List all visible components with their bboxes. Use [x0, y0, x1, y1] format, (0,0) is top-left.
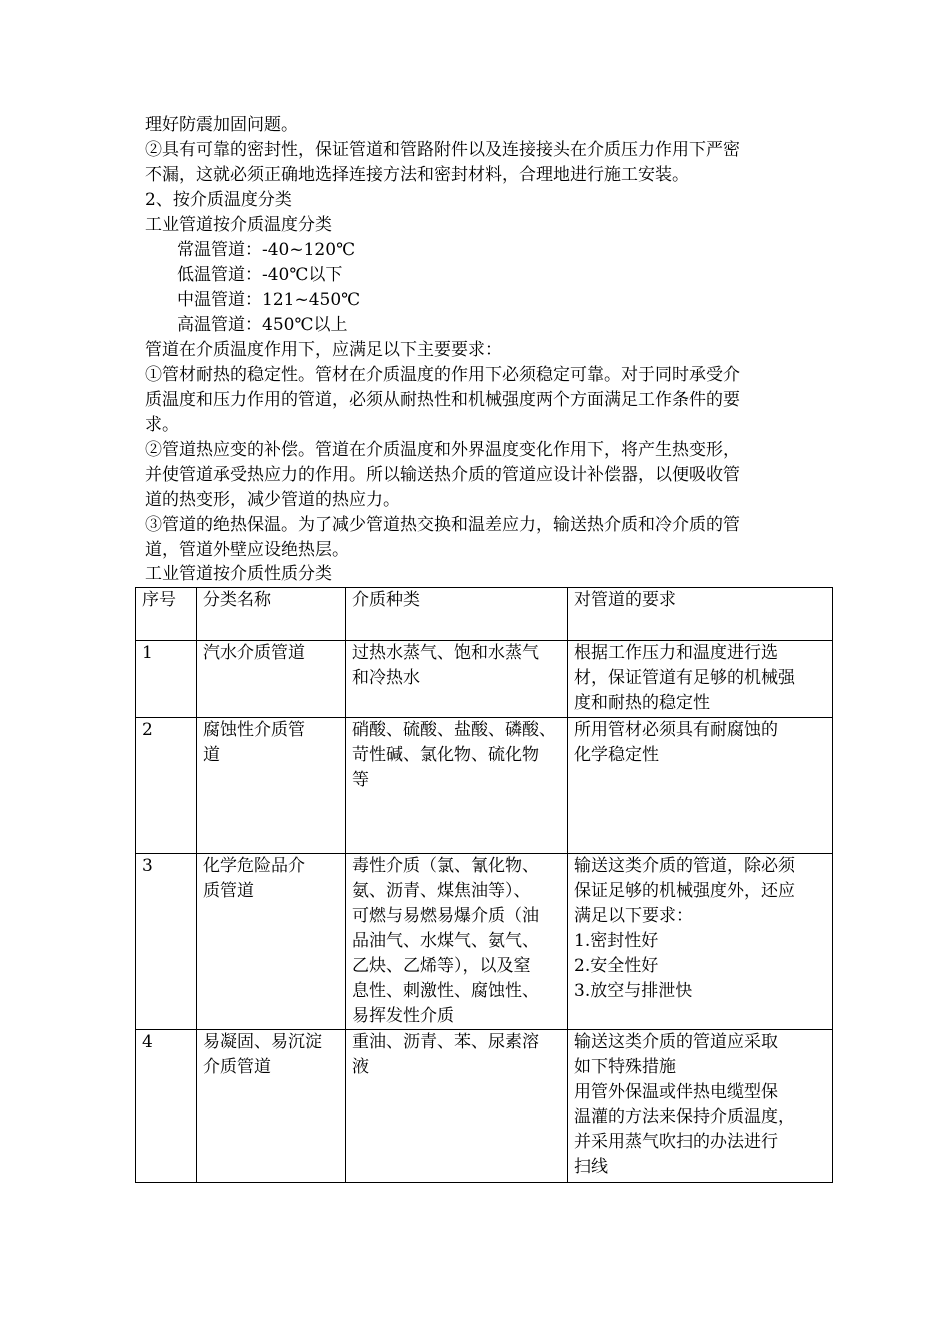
- media-classification-table: [135, 587, 833, 1183]
- cell-requirement: [568, 718, 833, 854]
- paragraph-line: 工业管道按介质温度分类: [145, 215, 332, 235]
- cell-no: 2: [136, 718, 197, 854]
- table-row: [136, 718, 833, 854]
- cell-medium: [346, 1030, 568, 1183]
- temperature-class-medium: 中温管道：121~450℃: [177, 290, 361, 310]
- cell-line: 扫线: [574, 1157, 608, 1177]
- table-row: [136, 1030, 833, 1183]
- cell-line: 品油气、水煤气、氨气、: [352, 931, 539, 951]
- cell-line: 根据工作压力和温度进行选: [574, 643, 778, 663]
- cell-line: 化学危险品介: [203, 856, 305, 876]
- cell-line: 硝酸、硫酸、盐酸、磷酸、: [352, 720, 556, 740]
- cell-medium: [346, 641, 568, 718]
- cell-line: 所用管材必须具有耐腐蚀的: [574, 720, 778, 740]
- paragraph-line: ②具有可靠的密封性，保证管道和管路附件以及连接接头在介质压力作用下严密: [145, 140, 740, 160]
- cell-requirement: [568, 1030, 833, 1183]
- header-cell-requirement: 对管道的要求: [568, 588, 833, 641]
- cell-requirement: [568, 641, 833, 718]
- cell-line: 液: [352, 1057, 369, 1077]
- paragraph-line: 不漏，这就必须正确地选择连接方法和密封材料，合理地进行施工安装。: [145, 165, 689, 185]
- cell-medium: [346, 854, 568, 1030]
- cell-no: 3: [136, 854, 197, 1030]
- header-cell-no: 序号: [136, 588, 197, 641]
- cell-line: 温灌的方法来保持介质温度，: [574, 1107, 795, 1127]
- cell-line: 汽水介质管道: [203, 643, 305, 663]
- cell-name: [197, 1030, 346, 1183]
- cell-line: 介质管道: [203, 1057, 271, 1077]
- temperature-class-low: 低温管道：-40℃以下: [177, 265, 343, 285]
- temperature-class-high: 高温管道：450℃以上: [177, 315, 348, 335]
- table-row: [136, 641, 833, 718]
- requirement-line: 求。: [145, 415, 179, 435]
- cell-line: 用管外保温或伴热电缆型保: [574, 1082, 778, 1102]
- cell-name: [197, 641, 346, 718]
- cell-line: 易凝固、易沉淀: [203, 1032, 322, 1052]
- section-heading: 2、按介质温度分类: [145, 190, 292, 210]
- cell-line: 易挥发性介质: [352, 1006, 454, 1026]
- cell-line: 息性、刺激性、腐蚀性、: [352, 981, 539, 1001]
- cell-line: 材，保证管道有足够的机械强: [574, 668, 795, 688]
- cell-line: 道: [203, 745, 220, 765]
- cell-no: 4: [136, 1030, 197, 1183]
- cell-line: 化学稳定性: [574, 745, 659, 765]
- requirement-line: 并使管道承受热应力的作用。所以输送热介质的管道应设计补偿器，以便吸收管: [145, 465, 740, 485]
- cell-line: 并采用蒸气吹扫的办法进行: [574, 1132, 778, 1152]
- cell-line: 可燃与易燃易爆介质（油: [352, 906, 539, 926]
- cell-line: 重油、沥青、苯、尿素溶: [352, 1032, 539, 1052]
- requirement-line: 质温度和压力作用的管道，必须从耐热性和机械强度两个方面满足工作条件的要: [145, 390, 740, 410]
- cell-line: 度和耐热的稳定性: [574, 693, 710, 713]
- cell-line: 毒性介质（氯、氰化物、: [352, 856, 539, 876]
- table-caption: 工业管道按介质性质分类: [145, 564, 332, 584]
- cell-line: 输送这类介质的管道，除必须: [574, 856, 795, 876]
- requirement-line: ②管道热应变的补偿。管道在介质温度和外界温度变化作用下，将产生热变形，: [145, 440, 740, 460]
- cell-line: 氨、沥青、煤焦油等）、: [352, 881, 531, 901]
- cell-line: 苛性碱、氯化物、硫化物: [352, 745, 539, 765]
- cell-line: 如下特殊措施: [574, 1057, 676, 1077]
- body-text: [145, 113, 825, 563]
- cell-line: 过热水蒸气、饱和水蒸气: [352, 643, 539, 663]
- cell-requirement: [568, 854, 833, 1030]
- cell-name: [197, 854, 346, 1030]
- table-header-row: [136, 588, 833, 641]
- temperature-class-normal: 常温管道：-40~120℃: [177, 240, 356, 260]
- requirement-line: ③管道的绝热保温。为了减少管道热交换和温差应力，输送热介质和冷介质的管: [145, 515, 740, 535]
- header-cell-medium: 介质种类: [346, 588, 568, 641]
- table-row: [136, 854, 833, 1030]
- cell-line: 等: [352, 770, 369, 790]
- cell-line: 保证足够的机械强度外，还应: [574, 881, 795, 901]
- cell-medium: [346, 718, 568, 854]
- requirement-line: 道，管道外壁应设绝热层。: [145, 540, 349, 560]
- requirement-line: ①管材耐热的稳定性。管材在介质温度的作用下必须稳定可靠。对于同时承受介: [145, 365, 740, 385]
- cell-line: 和冷热水: [352, 668, 420, 688]
- cell-line: 2.安全性好: [574, 956, 659, 976]
- requirement-line: 管道在介质温度作用下，应满足以下主要要求：: [145, 340, 502, 360]
- header-cell-name: 分类名称: [197, 588, 346, 641]
- requirement-line: 道的热变形，减少管道的热应力。: [145, 490, 400, 510]
- cell-no: 1: [136, 641, 197, 718]
- paragraph-line: 理好防震加固问题。: [145, 115, 298, 135]
- cell-line: 输送这类介质的管道应采取: [574, 1032, 778, 1052]
- cell-line: 1.密封性好: [574, 931, 659, 951]
- cell-line: 乙炔、乙烯等），以及窒: [352, 956, 531, 976]
- cell-line: 满足以下要求：: [574, 906, 693, 926]
- cell-line: 质管道: [203, 881, 254, 901]
- cell-name: [197, 718, 346, 854]
- cell-line: 腐蚀性介质管: [203, 720, 305, 740]
- cell-line: 3.放空与排泄快: [574, 981, 693, 1001]
